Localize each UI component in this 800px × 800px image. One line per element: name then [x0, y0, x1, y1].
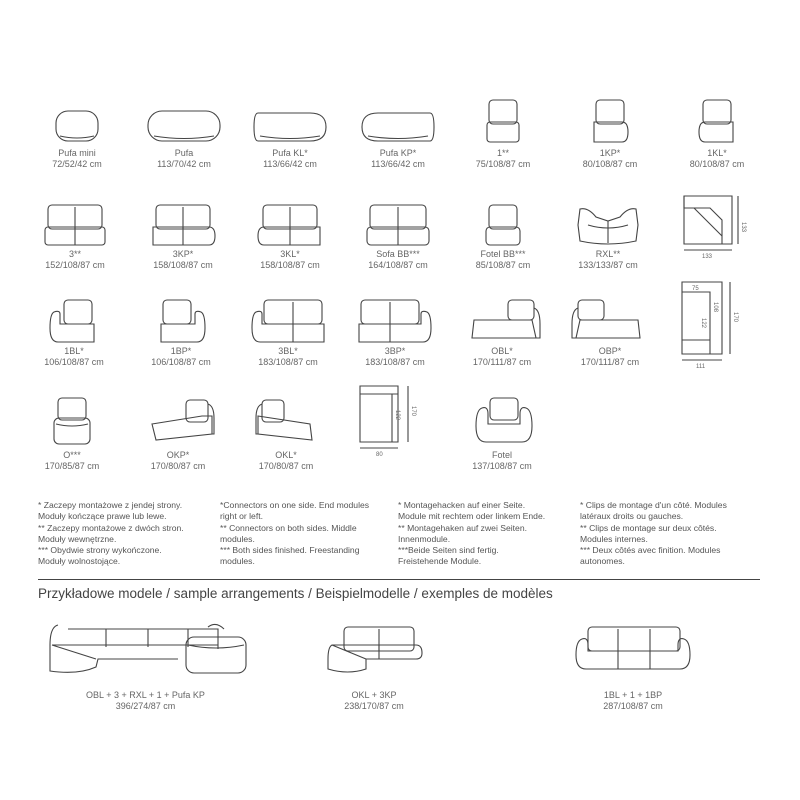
module-pufa-kp — [348, 108, 448, 170]
module-name: 1BP* — [170, 346, 192, 356]
module-dims: 133/133/87 cm — [578, 260, 638, 270]
module-dims: 183/108/87 cm — [365, 357, 425, 367]
obl-plan-dim-122: 122 — [700, 318, 706, 329]
module-dims: 170/111/87 cm — [580, 357, 640, 367]
module-dims: 164/108/87 cm — [368, 260, 428, 270]
example-3-drawing — [566, 615, 700, 685]
o-floor-plan — [348, 380, 428, 458]
module-name: 3BL* — [278, 346, 298, 356]
module-dims: 85/108/87 cm — [475, 260, 531, 270]
note-line: ** Zaczepy montażowe z dwóch stron. — [38, 522, 184, 533]
module-name: Pufa mini — [58, 148, 96, 158]
note-line: Moduły wewnętrzne. — [38, 533, 117, 544]
note-line: modules. — [220, 556, 255, 567]
obl-plan-dim-111: 111 — [696, 364, 706, 370]
notes-fr — [580, 500, 727, 568]
sofa-bb-drawing — [348, 203, 448, 249]
note-line: *** Deux côtés avec finition. Modules — [580, 545, 721, 556]
fotel-drawing — [452, 394, 552, 450]
module-3kl-drawing — [240, 203, 340, 249]
module-name: Fotel BB*** — [480, 249, 526, 259]
module-1bp-drawing — [131, 298, 231, 346]
module-1-drawing — [453, 98, 553, 148]
module-dims: 158/108/87 cm — [260, 260, 320, 270]
rxl-plan-dim-bottom: 133 — [702, 254, 713, 260]
section-title: Przykładowe modele / sample arrangements / Beispielmodelle / exemples de modèles — [38, 586, 553, 601]
pufa-mini-drawing — [32, 108, 122, 148]
module-dims: 80/108/87 cm — [689, 159, 745, 169]
note-line: Module mit rechtem oder linkem Ende. — [398, 511, 546, 522]
module-3bp — [345, 298, 445, 368]
pufa-drawing — [134, 108, 234, 148]
module-rxl — [558, 203, 658, 271]
module-name: 3** — [68, 249, 81, 259]
module-name: O*** — [63, 450, 81, 460]
module-pufa-mini — [27, 108, 127, 170]
module-pufa — [134, 108, 234, 170]
pufa-kl-drawing — [240, 108, 340, 148]
rxl-plan-dim-side: 133 — [740, 222, 746, 233]
module-dims: 170/80/87 cm — [150, 461, 206, 471]
module-name: OKP* — [166, 450, 190, 460]
obl-plan-dim-170: 170 — [732, 312, 738, 323]
example-2-drawing — [322, 615, 426, 685]
note-line: Freistehende Module. — [398, 556, 482, 567]
note-line: Moduły kończące prawe lub lewe. — [38, 511, 167, 522]
module-name: 3BP* — [384, 346, 406, 356]
module-okl — [236, 394, 336, 472]
example-name: OBL + 3 + RXL + 1 + Pufa KP — [86, 690, 205, 700]
module-dims: 183/108/87 cm — [258, 357, 318, 367]
note-line: * Zaczepy montażowe z jendej strony. — [38, 500, 183, 510]
module-name: Pufa KL* — [272, 148, 308, 158]
note-line: ***Beide Seiten sind fertig. — [398, 545, 499, 556]
o-plan-dim-80: 80 — [376, 452, 383, 458]
obl-plan-dim-75: 75 — [692, 286, 699, 292]
module-3bl-drawing — [238, 298, 338, 346]
note-line: autonomes. — [580, 556, 625, 567]
example-dims: 287/108/87 cm — [603, 701, 663, 711]
module-1bp — [131, 298, 231, 368]
module-name: Pufa — [174, 148, 194, 158]
fotel-bb-drawing — [453, 203, 553, 249]
module-okp — [128, 394, 228, 472]
module-3bp-drawing — [345, 298, 445, 346]
module-dims: 106/108/87 cm — [151, 357, 211, 367]
module-3bl — [238, 298, 338, 368]
module-sofa-bb — [348, 203, 448, 271]
module-obl — [452, 298, 552, 368]
note-line: *Connectors on one side. End modules — [220, 500, 370, 510]
module-1kl-drawing — [667, 98, 767, 148]
okl-drawing — [236, 394, 336, 450]
note-line: ** Clips de montage sur deux côtés. — [580, 522, 717, 533]
note-line: *** Obydwie strony wykończone. — [38, 545, 162, 556]
module-name: OKL* — [275, 450, 297, 460]
module-3 — [25, 203, 125, 271]
obl-drawing — [452, 298, 552, 346]
obp-drawing — [560, 298, 660, 346]
notes-de — [398, 500, 545, 568]
module-name: RXL** — [595, 249, 621, 259]
module-dims: 137/108/87 cm — [472, 461, 532, 471]
module-dims: 170/80/87 cm — [258, 461, 314, 471]
module-1kp — [560, 98, 660, 170]
module-name: 1BL* — [64, 346, 84, 356]
note-line: ** Montagehaken auf zwei Seiten. — [398, 522, 527, 533]
note-line: right or left. — [220, 511, 263, 522]
module-1kp-drawing — [560, 98, 660, 148]
module-fotel — [452, 394, 552, 472]
module-name: OBP* — [598, 346, 622, 356]
module-dims: 152/108/87 cm — [45, 260, 105, 270]
note-line: ** Connectors on both sides. Middle — [220, 522, 357, 533]
note-line: *** Both sides finished. Freestanding — [220, 545, 360, 556]
module-name: 1KP* — [599, 148, 621, 158]
example-dims: 238/170/87 cm — [344, 701, 404, 711]
module-o — [22, 394, 122, 472]
module-pufa-kl — [240, 108, 340, 170]
note-line: * Montagehacken auf einer Seite. — [398, 500, 526, 510]
module-dims: 106/108/87 cm — [44, 357, 104, 367]
note-line: * Clips de montage d'un côté. Modules — [580, 500, 727, 510]
module-name: 3KP* — [172, 249, 194, 259]
module-dims: 158/108/87 cm — [153, 260, 213, 270]
module-3kl — [240, 203, 340, 271]
section-divider — [38, 579, 760, 580]
note-line: Moduły wolnostojące. — [38, 556, 121, 567]
module-1 — [453, 98, 553, 170]
example-1 — [38, 615, 253, 712]
module-dims: 170/85/87 cm — [44, 461, 100, 471]
module-name: Fotel — [491, 450, 512, 460]
example-3 — [566, 615, 700, 712]
example-2 — [322, 615, 426, 712]
pufa-kp-drawing — [348, 108, 448, 148]
rxl-drawing — [558, 203, 658, 249]
o-plan-dim-122: 122 — [394, 410, 400, 421]
module-name: OBL* — [491, 346, 513, 356]
obl-floor-plan — [672, 278, 748, 370]
module-name: 1KL* — [707, 148, 727, 158]
module-dims: 80/108/87 cm — [582, 159, 638, 169]
notes-en — [220, 500, 369, 568]
o-plan-dim-170: 170 — [410, 406, 416, 417]
module-name: 3KL* — [280, 249, 300, 259]
module-dims: 113/66/42 cm — [263, 159, 317, 169]
module-1bl-drawing — [24, 298, 124, 346]
note-line: Innenmodule. — [398, 533, 451, 544]
module-dims: 113/70/42 cm — [157, 159, 211, 169]
module-1kl — [667, 98, 767, 170]
example-name: 1BL + 1 + 1BP — [603, 690, 663, 700]
module-name: Sofa BB*** — [376, 249, 420, 259]
module-obp — [560, 298, 660, 368]
example-dims: 396/274/87 cm — [115, 701, 176, 711]
module-fotel-bb — [453, 203, 553, 271]
example-name: OKL + 3KP — [351, 690, 397, 700]
module-dims: 75/108/87 cm — [475, 159, 531, 169]
rxl-floor-plan — [670, 188, 750, 260]
obl-plan-dim-108: 108 — [712, 302, 718, 313]
module-3-drawing — [25, 203, 125, 249]
note-line: latéraux droits ou gauches. — [580, 511, 684, 522]
module-dims: 113/66/42 cm — [371, 159, 425, 169]
example-1-drawing — [38, 615, 253, 685]
note-line: modules. — [220, 533, 255, 544]
module-dims: 72/52/42 cm — [52, 159, 102, 169]
module-o-drawing — [22, 394, 122, 450]
module-1bl — [24, 298, 124, 368]
module-dims: 170/111/87 cm — [472, 357, 532, 367]
module-name: 1** — [496, 148, 509, 158]
module-3kp-drawing — [133, 203, 233, 249]
module-name: Pufa KP* — [379, 148, 417, 158]
okp-drawing — [128, 394, 228, 450]
note-line: Modules internes. — [580, 533, 648, 544]
notes-pl — [38, 500, 184, 568]
module-3kp — [133, 203, 233, 271]
